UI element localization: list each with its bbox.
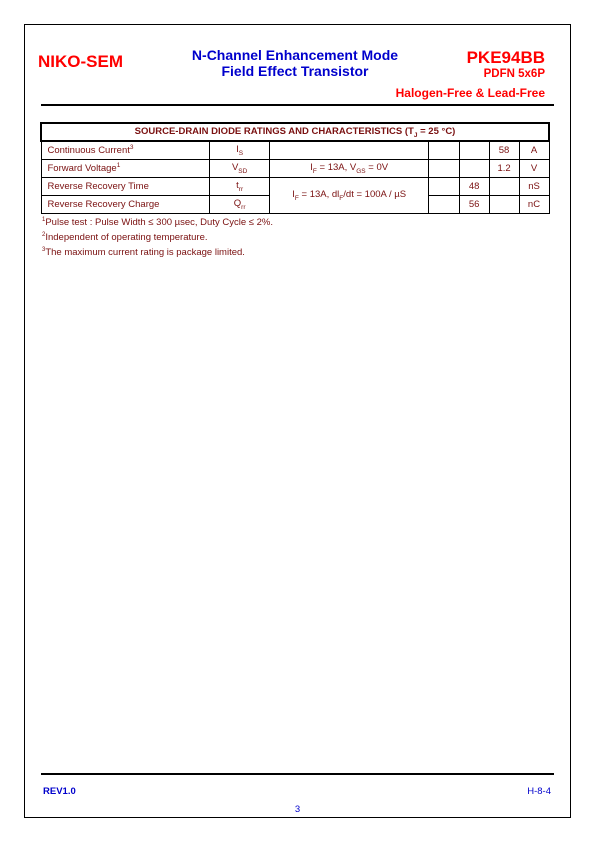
table-row — [41, 141, 549, 160]
title-line-1: N-Channel Enhancement Mode — [191, 47, 399, 63]
min-cell — [428, 196, 459, 214]
revision-label: REV1.0 — [43, 786, 76, 797]
min-cell — [428, 178, 459, 196]
condition-cell: $I_F = 13A$, $V_{GS} = 0V$ — [270, 160, 429, 178]
title-line-2: Field Effect Transistor — [221, 63, 369, 79]
unit-cell: nC — [519, 196, 549, 214]
shared-condition-cell: $I_F = 13A$, $dl_F/dt = 100A / \mu S$ — [270, 178, 429, 214]
footnote: $^3$The maximum current rating is package limited. — [42, 247, 245, 259]
package-type: PDFN 5x6P — [483, 68, 545, 80]
max-cell: 58 — [489, 141, 519, 160]
min-cell — [428, 160, 459, 178]
company-name: NIKO-SEM — [38, 52, 123, 71]
symbol-cell: $Q_{rr}$ — [209, 196, 270, 214]
table-row — [41, 160, 549, 178]
footnote: $^2$Independent of operating temperature. — [42, 232, 208, 244]
document-title — [160, 47, 430, 79]
symbol-cell: $I_S$ — [209, 141, 270, 160]
document-code: H-8-4 — [527, 786, 551, 797]
footer-divider — [41, 773, 554, 775]
header-divider — [41, 104, 554, 106]
diode-ratings-table — [40, 122, 550, 214]
typ-cell: 56 — [459, 196, 489, 214]
max-cell: 1.2 — [489, 160, 519, 178]
table-header-row — [41, 123, 549, 141]
footnotes — [42, 214, 273, 259]
part-number: PKE94BB — [466, 48, 545, 67]
halogen-free-label: Halogen-Free & Lead-Free — [395, 86, 545, 100]
typ-cell: 48 — [459, 178, 489, 196]
min-cell — [428, 141, 459, 160]
condition-cell — [270, 141, 429, 160]
symbol-cell: $t_{rr}$ — [209, 178, 270, 196]
part-info — [396, 48, 545, 100]
table-row — [41, 178, 549, 196]
param-continuous-current: Continuous Current$^3$ — [41, 141, 209, 160]
footnote: $^1$Pulse test : Pulse Width ≤ 300 µsec, Duty Cycle ≤ 2%. — [42, 217, 273, 229]
max-cell — [489, 196, 519, 214]
unit-cell: A — [519, 141, 549, 160]
param-reverse-recovery-time: Reverse Recovery Time — [41, 178, 209, 196]
max-cell — [489, 178, 519, 196]
symbol-cell: $V_{SD}$ — [209, 160, 270, 178]
page-number: 3 — [294, 804, 301, 815]
param-reverse-recovery-charge: Reverse Recovery Charge — [41, 196, 209, 214]
unit-cell: nS — [519, 178, 549, 196]
typ-cell — [459, 160, 489, 178]
table-title: SOURCE-DRAIN DIODE RATINGS AND CHARACTERISTICS ($T_J = 25$ °C) — [41, 123, 549, 141]
param-forward-voltage: Forward Voltage$^1$ — [41, 160, 209, 178]
typ-cell — [459, 141, 489, 160]
unit-cell: V — [519, 160, 549, 178]
